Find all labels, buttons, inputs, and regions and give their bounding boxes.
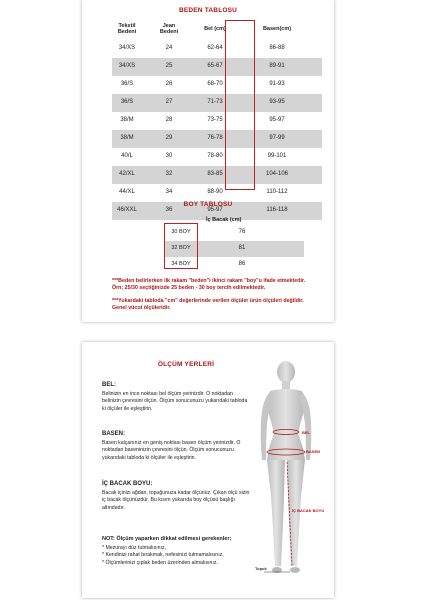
basen-title: BASEN: bbox=[102, 431, 126, 437]
list-item: * Kendinizi rahat bırakmak, nefesinizi tutmamalısınız, bbox=[102, 552, 224, 559]
body-figure bbox=[242, 356, 330, 592]
cell-tekstil: 40/L bbox=[121, 153, 133, 159]
cell-basen: 89-91 bbox=[269, 63, 285, 69]
note-body-measurements: ***Yukardaki tabloda "cm" değerlerinde verilen ölçüler ürün ölçüleri değildir. Genel vücut ölçüleridir. bbox=[112, 298, 304, 311]
cell-jean: 36 bbox=[165, 207, 173, 213]
table-row bbox=[112, 112, 322, 130]
cell-jean: 34 bbox=[165, 189, 173, 195]
cell-tekstil: 34/XS bbox=[118, 63, 136, 69]
cell-value: 86 bbox=[238, 261, 246, 267]
icbacak-text: Bacak içinizi ağdan, topuğunuza kadar ölçünüz. Çıkan ölçü sizin iç bacak ölçünüzdür. Bu kısım yukarıda boy ölçüsü başlığı altındadır. bbox=[102, 490, 250, 511]
size-chart-title: BEDEN TABLOSU bbox=[178, 7, 238, 14]
cell-tekstil: 38/M bbox=[120, 135, 134, 141]
cell-bel: 83-85 bbox=[207, 171, 223, 177]
cell-basen: 116-118 bbox=[266, 207, 288, 213]
cell-bel: 65-67 bbox=[207, 63, 223, 69]
length-chart-title: BOY TABLOSU bbox=[183, 201, 233, 208]
note-size-format: ***Beden belirlerken ilk rakam "beden"i ikinci rakam "boy"u ifade etmektedir. Örn; 25/30 seçtiğinizde 25 beden - 30 boy tercih edilmektedir. bbox=[112, 278, 306, 291]
cell-tekstil: 46/XXL bbox=[117, 207, 137, 213]
table-row bbox=[112, 94, 322, 112]
table-row bbox=[112, 130, 322, 148]
cell-bel: 62-64 bbox=[207, 45, 223, 51]
icbacak-title: İÇ BACAK BOYU: bbox=[102, 481, 153, 487]
cell-bel: 68-70 bbox=[207, 81, 223, 87]
cell-basen: 97-99 bbox=[269, 135, 285, 141]
figure-label-topuk: Topuk bbox=[255, 566, 267, 571]
cell-jean: 28 bbox=[165, 117, 173, 123]
size-chart-card bbox=[82, 0, 334, 322]
cell-basen: 104-106 bbox=[265, 171, 289, 177]
cell-tekstil: 36/S bbox=[120, 81, 134, 87]
cell-jean: 26 bbox=[165, 81, 173, 87]
figure-label-bel: BEL bbox=[302, 430, 310, 435]
cell-value: 81 bbox=[238, 245, 246, 251]
table-row bbox=[112, 40, 322, 58]
cell-value: 76 bbox=[238, 229, 246, 235]
cell-basen: 95-97 bbox=[269, 117, 285, 123]
table-row bbox=[112, 58, 322, 76]
header-jean: Jean Bedeni bbox=[159, 23, 179, 35]
cell-basen: 93-95 bbox=[269, 99, 285, 105]
cell-tekstil: 38/M bbox=[120, 117, 134, 123]
cell-bel: 95-97 bbox=[207, 207, 223, 213]
cell-jean: 30 bbox=[165, 153, 173, 159]
cell-jean: 25 bbox=[165, 63, 173, 69]
cell-tekstil: 42/XL bbox=[119, 171, 135, 177]
basen-text: Basen kalçanınız en geniş noktası basen ölçüm yerinizdir. O noktadan baseninizin çevresini ölçün. Ölçüm sonucunuzu yukarıdaki tabloda ki ölçüler ile eşleştirin. bbox=[102, 440, 241, 461]
not-list bbox=[102, 545, 252, 567]
header-ic-bacak: İç Bacak (cm) bbox=[206, 217, 242, 223]
body-silhouette-icon bbox=[242, 356, 330, 592]
cell-jean: 27 bbox=[165, 99, 173, 105]
list-item: * Mezurayı düz tutmalısınız, bbox=[102, 545, 167, 551]
cell-tekstil: 44/XL bbox=[119, 189, 135, 195]
cell-tekstil: 34/XS bbox=[118, 45, 136, 51]
size-table bbox=[112, 20, 322, 220]
cell-jean: 24 bbox=[165, 45, 173, 51]
cell-bel: 88-90 bbox=[207, 189, 223, 195]
table-row bbox=[112, 184, 322, 202]
cell-boy: 34 BOY bbox=[171, 261, 191, 267]
bel-title: BEL: bbox=[102, 382, 116, 388]
not-title: NOT: Ölçüm yaparken dikkat edilmesi gerekenler; bbox=[102, 536, 232, 542]
table-row bbox=[112, 76, 322, 94]
cell-jean: 29 bbox=[165, 135, 173, 141]
figure-label-basen: BASEN bbox=[306, 449, 321, 454]
table-row bbox=[112, 148, 322, 166]
cell-basen: 110-112 bbox=[266, 189, 288, 195]
cell-boy: 30 BOY bbox=[171, 229, 191, 235]
cell-bel: 76-78 bbox=[207, 135, 223, 141]
list-item: * Ölçümlerinizi çıplak beden üzerinden almalısınız. bbox=[102, 559, 218, 566]
header-tekstil: Tekstil Bedeni bbox=[117, 23, 137, 35]
cell-bel: 78-80 bbox=[207, 153, 223, 159]
measurement-title: ÖLÇÜM YERLERİ bbox=[157, 361, 215, 368]
jean-column-highlight bbox=[225, 20, 255, 190]
cell-basen: 91-93 bbox=[269, 81, 285, 87]
header-basen: Basen(cm) bbox=[262, 26, 292, 32]
bel-text: Belinizin en ince noktası bel ölçüm yerinizdir. O noktadan belinizin çevresini ölçün. Ölçüm sonucunuzu yukarıdaki tabloda ki ölçüler ile eşleştirin. bbox=[102, 391, 248, 412]
cell-bel: 73-75 bbox=[207, 117, 223, 123]
cell-tekstil: 36/S bbox=[120, 99, 134, 105]
cell-jean: 32 bbox=[165, 171, 173, 177]
cell-boy: 32 BOY bbox=[171, 245, 191, 251]
figure-label-icbacak: İÇ BACAK BOYU bbox=[292, 508, 325, 513]
measurement-card bbox=[82, 342, 334, 598]
size-table-header bbox=[112, 20, 322, 40]
boy-column-highlight bbox=[164, 223, 198, 269]
cell-bel: 71-73 bbox=[207, 99, 223, 105]
table-row bbox=[112, 166, 322, 184]
header-bel: Bel (cm) bbox=[204, 26, 226, 32]
cell-basen: 86-88 bbox=[269, 45, 285, 51]
cell-basen: 99-101 bbox=[267, 153, 287, 159]
